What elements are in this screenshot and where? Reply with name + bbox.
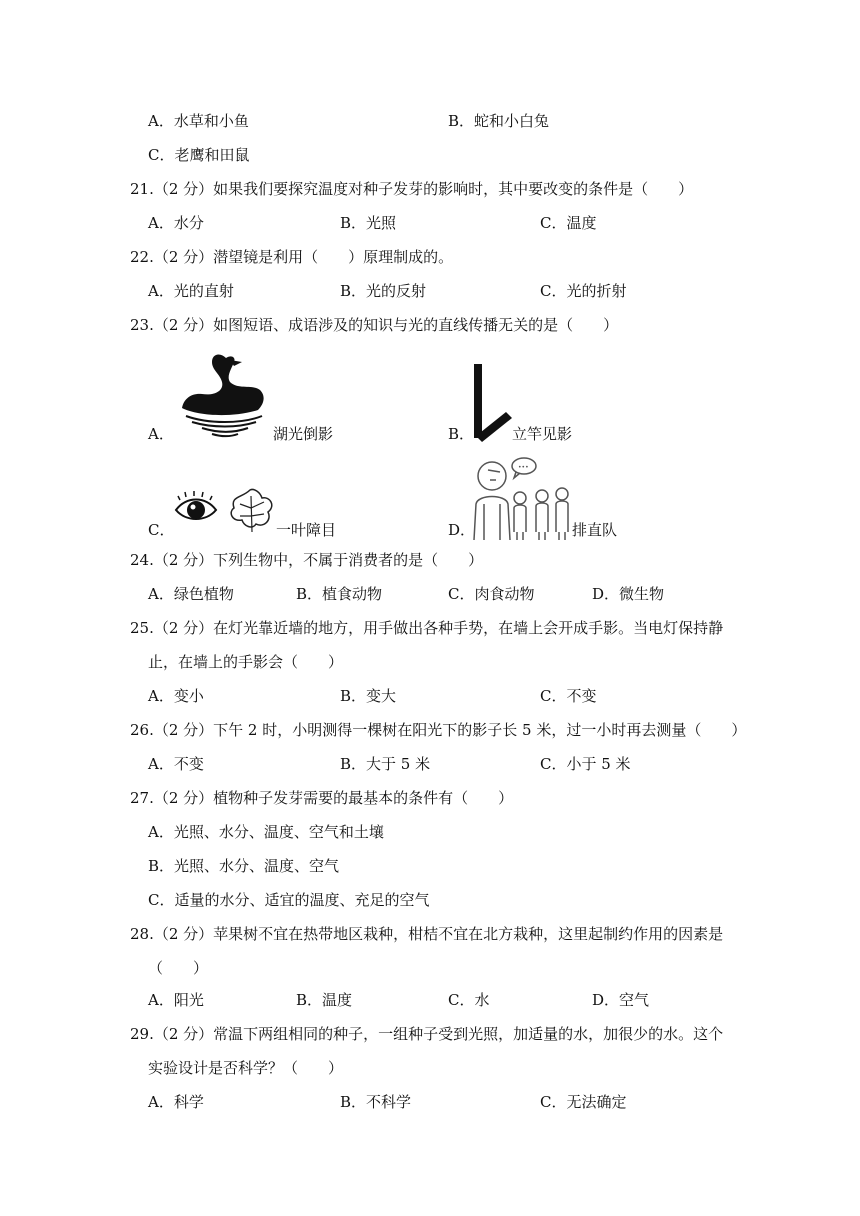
question-23-stem: 23.（2 分）如图短语、成语涉及的知识与光的直线传播无关的是（ ） xyxy=(130,316,619,334)
option-q21-c[interactable]: C．温度 xyxy=(540,214,597,232)
option-q23-c-caption: 一叶障目 xyxy=(276,521,337,539)
question-28-stem-line2: （ ） xyxy=(148,959,209,977)
option-q29-a[interactable]: A．科学 xyxy=(148,1093,204,1111)
option-q20-a[interactable]: A．水草和小鱼 xyxy=(148,112,249,130)
option-q24-c[interactable]: C．肉食动物 xyxy=(448,585,535,603)
question-29-stem-line2: 实验设计是否科学？（ ） xyxy=(148,1059,344,1077)
question-28-stem-line1: 28.（2 分）苹果树不宜在热带地区栽种，柑桔不宜在北方栽种，这里起制约作用的因素是 xyxy=(130,925,724,943)
option-q23-b-letter[interactable]: B． xyxy=(448,425,475,443)
option-q20-b[interactable]: B．蛇和小白兔 xyxy=(448,112,550,130)
option-q26-a[interactable]: A．不变 xyxy=(148,755,204,773)
question-25-stem-line1: 25.（2 分）在灯光靠近墙的地方，用手做出各种手势，在墙上会开成手影。当电灯保持静 xyxy=(130,619,724,637)
question-21-stem: 21.（2 分）如果我们要探究温度对种子发芽的影响时，其中要改变的条件是（ ） xyxy=(130,180,694,198)
option-q24-a[interactable]: A．绿色植物 xyxy=(148,585,234,603)
option-q23-c-letter[interactable]: C． xyxy=(148,521,175,539)
option-q23-d-letter[interactable]: D． xyxy=(448,521,476,539)
option-q27-b[interactable]: B．光照、水分、温度、空气 xyxy=(148,857,340,875)
option-q26-b[interactable]: B．大于 5 米 xyxy=(340,755,431,773)
option-q29-b[interactable]: B．不科学 xyxy=(340,1093,412,1111)
swan-reflection-icon xyxy=(172,350,272,440)
option-q28-b[interactable]: B．温度 xyxy=(296,991,353,1009)
option-q23-d-caption: 排直队 xyxy=(572,521,618,539)
question-24-stem: 24.（2 分）下列生物中，不属于消费者的是（ ） xyxy=(130,551,484,569)
question-27-stem: 27.（2 分）植物种子发芽需要的最基本的条件有（ ） xyxy=(130,789,514,807)
option-q23-b-caption: 立竿见影 xyxy=(512,425,573,443)
option-q22-b[interactable]: B．光的反射 xyxy=(340,282,427,300)
option-q28-a[interactable]: A．阳光 xyxy=(148,991,204,1009)
option-q24-d[interactable]: D．微生物 xyxy=(592,585,665,603)
svg-text:•••: ••• xyxy=(518,464,529,471)
question-25-stem-line2: 止，在墙上的手影会（ ） xyxy=(148,653,344,671)
option-q29-c[interactable]: C．无法确定 xyxy=(540,1093,627,1111)
question-29-stem-line1: 29.（2 分）常温下两组相同的种子，一组种子受到光照，加适量的水，加很少的水。这个 xyxy=(130,1025,724,1043)
option-q20-c[interactable]: C．老鹰和田鼠 xyxy=(148,146,250,164)
option-q25-c[interactable]: C．不变 xyxy=(540,687,597,705)
option-q24-b[interactable]: B．植食动物 xyxy=(296,585,383,603)
option-q26-c[interactable]: C．小于 5 米 xyxy=(540,755,631,773)
option-q25-a[interactable]: A．变小 xyxy=(148,687,204,705)
option-q28-c[interactable]: C．水 xyxy=(448,991,490,1009)
option-q22-a[interactable]: A．光的直射 xyxy=(148,282,234,300)
eye-leaf-icon xyxy=(172,486,278,534)
question-22-stem: 22.（2 分）潜望镜是利用（ ）原理制成的。 xyxy=(130,248,454,266)
option-q27-a[interactable]: A．光照、水分、温度、空气和土壤 xyxy=(148,823,384,841)
option-q25-b[interactable]: B．变大 xyxy=(340,687,397,705)
option-q21-b[interactable]: B．光照 xyxy=(340,214,397,232)
option-q21-a[interactable]: A．水分 xyxy=(148,214,204,232)
option-q23-a-letter[interactable]: A． xyxy=(148,425,174,443)
pole-shadow-icon xyxy=(470,364,516,442)
option-q23-a-caption: 湖光倒影 xyxy=(273,425,334,443)
option-q22-c[interactable]: C．光的折射 xyxy=(540,282,627,300)
option-q28-d[interactable]: D．空气 xyxy=(592,991,650,1009)
option-q27-c[interactable]: C．适量的水分、适宜的温度、充足的空气 xyxy=(148,891,430,909)
question-26-stem: 26.（2 分）下午 2 时，小明测得一棵树在阳光下的影子长 5 米，过一小时再去测量（ ） xyxy=(130,721,747,739)
people-queue-icon xyxy=(470,456,574,540)
